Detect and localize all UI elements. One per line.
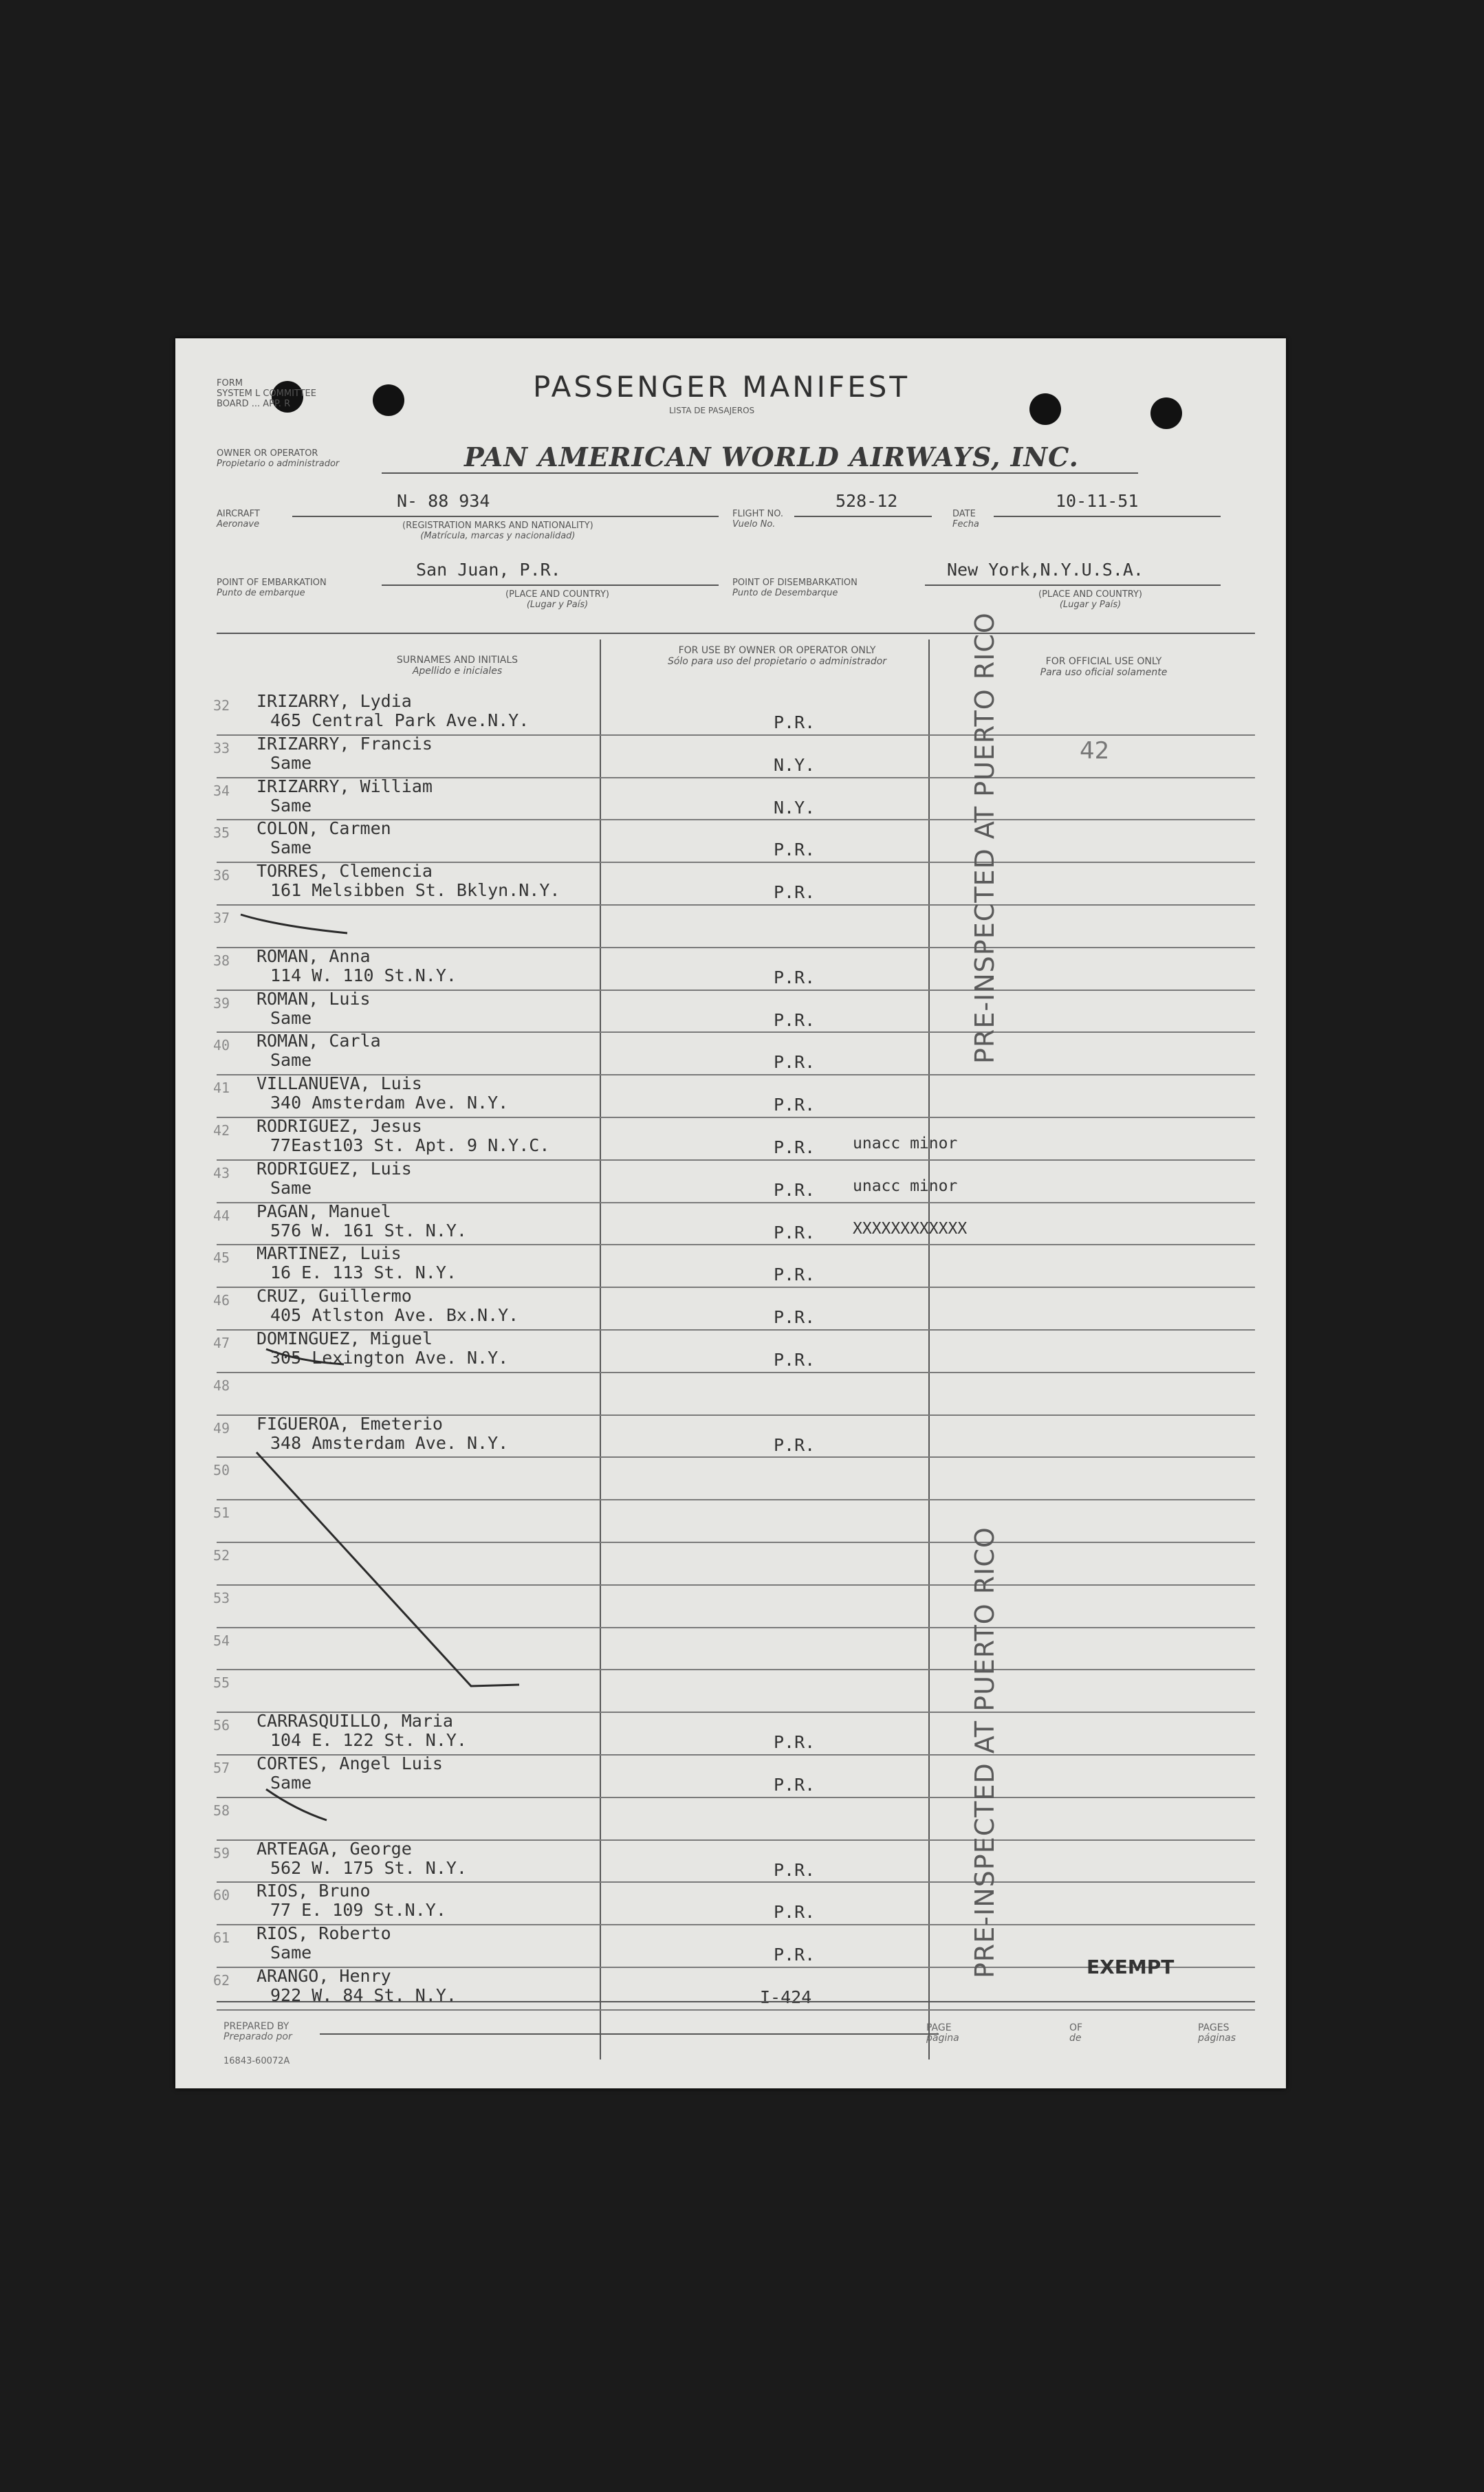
passenger-address: Same <box>270 1050 312 1071</box>
cancel-stroke <box>241 915 347 933</box>
row-number: 37 <box>213 910 230 926</box>
footer-rule <box>217 2001 1255 2002</box>
destination-code: P.R. <box>774 1307 816 1328</box>
date-label: DATE Fecha <box>952 509 979 529</box>
row-number: 33 <box>213 739 230 756</box>
col-header-owner: FOR USE BY OWNER OR OPERATOR ONLY Sólo para uso del propietario o administrador <box>667 645 887 667</box>
preinspected-stamp: PRE-INSPECTED AT PUERTO RICO <box>970 1527 1000 1978</box>
destination-code: P.R. <box>774 1137 816 1157</box>
passenger-name: CARRASQUILLO, Maria <box>257 1711 453 1731</box>
row-number: 47 <box>213 1335 230 1351</box>
passenger-address: 77 E. 109 St.N.Y. <box>270 1900 446 1921</box>
row-number: 60 <box>213 1887 230 1904</box>
passenger-address: 16 E. 113 St. N.Y. <box>270 1263 457 1283</box>
row-number: 46 <box>213 1292 230 1309</box>
embark-value: San Juan, P.R. <box>416 560 561 580</box>
passenger-name: IRIZARRY, Lydia <box>257 691 412 711</box>
passenger-name: IRIZARRY, Francis <box>257 733 433 754</box>
passenger-address: 161 Melsibben St. Bklyn.N.Y. <box>270 880 560 901</box>
passenger-name: CORTES, Angel Luis <box>257 1753 443 1773</box>
destination-code: P.R. <box>774 967 816 987</box>
passenger-name: COLON, Carmen <box>257 818 391 839</box>
passenger-address: Same <box>270 795 312 816</box>
row-number: 42 <box>213 1122 230 1139</box>
passenger-name: VILLANUEVA, Luis <box>257 1073 422 1094</box>
form-code: FORM <box>217 378 243 389</box>
row-number: 51 <box>213 1505 230 1522</box>
form-number: 16843-60072A <box>223 2056 290 2066</box>
row-number: 52 <box>213 1547 230 1564</box>
passenger-name: ARANGO, Henry <box>257 1966 391 1986</box>
row-number: 38 <box>213 952 230 969</box>
form-code: BOARD ... APP. R <box>217 399 291 409</box>
aircraft-value: N- 88 934 <box>397 491 490 511</box>
page-subtitle: LISTA DE PASAJEROS <box>669 406 755 415</box>
destination-code: P.R. <box>774 1179 816 1200</box>
row-number: 53 <box>213 1589 230 1606</box>
row-number: 49 <box>213 1419 230 1436</box>
aircraft-label: AIRCRAFT Aeronave <box>217 509 260 529</box>
passenger-name: RIOS, Roberto <box>257 1923 391 1944</box>
row-number: 40 <box>213 1037 230 1054</box>
destination-code: P.R. <box>774 1265 816 1285</box>
passenger-name: ROMAN, Carla <box>257 1031 381 1051</box>
passenger-name: RIOS, Bruno <box>257 1881 371 1901</box>
passenger-name: RODRIGUEZ, Luis <box>257 1158 412 1179</box>
row-number: 55 <box>213 1674 230 1692</box>
destination-code: N.Y. <box>774 754 816 775</box>
destination-code: P.R. <box>774 1775 816 1795</box>
of-label: OF de <box>1069 2022 1083 2044</box>
passenger-address: 77East103 St. Apt. 9 N.Y.C. <box>270 1135 550 1155</box>
destination-code: P.R. <box>774 1052 816 1073</box>
row-number: 59 <box>213 1844 230 1861</box>
operator-note: unacc minor <box>853 1135 958 1152</box>
row-number: 50 <box>213 1462 230 1479</box>
destination-code: I-424 <box>760 1987 812 2007</box>
destination-code: P.R. <box>774 1732 816 1753</box>
passenger-address: Same <box>270 1177 312 1198</box>
date-value: 10-11-51 <box>1056 491 1139 511</box>
operator-note: unacc minor <box>853 1177 958 1195</box>
prepared-by-label: PREPARED BY Preparado por <box>223 2021 292 2042</box>
owner-label: OWNER OR OPERATOR Propietario o administrador <box>217 448 340 469</box>
passenger-address: 305 Lexington Ave. N.Y. <box>270 1348 509 1368</box>
row-number: 56 <box>213 1717 230 1734</box>
official-note: 42 <box>1080 737 1110 765</box>
destination-code: P.R. <box>774 1095 816 1115</box>
passenger-address: 562 W. 175 St. N.Y. <box>270 1857 467 1878</box>
passenger-address: 104 E. 122 St. N.Y. <box>270 1730 467 1751</box>
aircraft-caption: (REGISTRATION MARKS AND NATIONALITY) (Matrícula, marcas y nacionalidad) <box>402 521 593 541</box>
col-header-names: SURNAMES AND INITIALS Apellido e iniciales <box>396 655 519 677</box>
row-number: 44 <box>213 1207 230 1224</box>
cancel-stroke <box>266 1349 344 1364</box>
passenger-address: Same <box>270 838 312 858</box>
destination-code: P.R. <box>774 712 816 732</box>
row-number: 39 <box>213 994 230 1012</box>
destination-code: P.R. <box>774 1009 816 1030</box>
cancel-stroke <box>257 1452 519 1686</box>
row-number: 36 <box>213 867 230 884</box>
carrier-name: PAN AMERICAN WORLD AIRWAYS, INC. <box>464 441 1079 472</box>
passenger-name: DOMINGUEZ, Miguel <box>257 1329 433 1348</box>
embark-caption: (PLACE AND COUNTRY) (Lugar y País) <box>505 589 610 610</box>
row-number: 45 <box>213 1249 230 1267</box>
row-number: 54 <box>213 1632 230 1649</box>
col-header-official: FOR OFFICIAL USE ONLY Para uso oficial solamente <box>1040 656 1168 678</box>
passenger-name: FIGUEROA, Emeterio <box>257 1413 443 1434</box>
row-number: 57 <box>213 1760 230 1776</box>
form-code: SYSTEM L COMMITTEE <box>217 389 316 399</box>
passenger-address: 340 Amsterdam Ave. N.Y. <box>270 1093 509 1113</box>
passenger-name: IRIZARRY, William <box>257 776 433 796</box>
passenger-address: 114 W. 110 St.N.Y. <box>270 965 457 985</box>
row-number: 62 <box>213 1972 230 1989</box>
destination-code: P.R. <box>774 1434 816 1455</box>
cancel-stroke <box>266 1789 327 1820</box>
passenger-name: RODRIGUEZ, Jesus <box>257 1116 422 1136</box>
cancel-marks <box>175 338 1286 2088</box>
flight-value: 528-12 <box>836 491 898 511</box>
destination-code: P.R. <box>774 882 816 903</box>
row-number: 34 <box>213 782 230 799</box>
passenger-address: Same <box>270 1007 312 1028</box>
destination-code: N.Y. <box>774 797 816 818</box>
prepared-underline <box>320 2033 939 2035</box>
passenger-name: ROMAN, Luis <box>257 988 371 1009</box>
passenger-address: 405 Atlston Ave. Bx.N.Y. <box>270 1305 519 1326</box>
pages-label: PAGES páginas <box>1198 2022 1236 2044</box>
passenger-name: CRUZ, Guillermo <box>257 1286 412 1307</box>
row-number: 61 <box>213 1930 230 1947</box>
passenger-name: ROMAN, Anna <box>257 946 371 966</box>
passenger-address: Same <box>270 1773 312 1793</box>
passenger-address: 348 Amsterdam Ave. N.Y. <box>270 1432 509 1453</box>
embark-label: POINT OF EMBARKATION Punto de embarque <box>217 578 327 598</box>
destination-code: P.R. <box>774 840 816 860</box>
row-number: 32 <box>213 697 230 714</box>
destination-code: P.R. <box>774 1902 816 1923</box>
row-number: 35 <box>213 824 230 842</box>
passenger-address: 576 W. 161 St. N.Y. <box>270 1220 467 1240</box>
row-number: 41 <box>213 1080 230 1097</box>
row-number: 48 <box>213 1377 230 1394</box>
manifest-sheet <box>175 338 1286 2088</box>
passenger-address: 922 W. 84 St. N.Y. <box>270 1985 457 2005</box>
preinspected-stamp: PRE-INSPECTED AT PUERTO RICO <box>970 612 1000 1064</box>
page-label: PAGE página <box>926 2022 959 2044</box>
disembark-caption: (PLACE AND COUNTRY) (Lugar y País) <box>1038 589 1143 610</box>
row-number: 58 <box>213 1802 230 1819</box>
exempt-stamp: EXEMPT <box>1087 1956 1175 1978</box>
page-title: PASSENGER MANIFEST <box>533 370 910 404</box>
operator-note: XXXXXXXXXXXX <box>853 1219 968 1238</box>
disembark-label: POINT OF DISEMBARKATION Punto de Desembarque <box>732 578 858 598</box>
destination-code: P.R. <box>774 1945 816 1965</box>
destination-code: P.R. <box>774 1859 816 1880</box>
passenger-name: MARTINEZ, Luis <box>257 1243 402 1264</box>
passenger-name: PAGAN, Manuel <box>257 1201 391 1221</box>
passenger-address: Same <box>270 1943 312 1963</box>
disembark-value: New York,N.Y.U.S.A. <box>947 560 1144 580</box>
passenger-name: ARTEAGA, George <box>257 1838 412 1859</box>
passenger-name: TORRES, Clemencia <box>257 861 433 882</box>
passenger-address: 465 Central Park Ave.N.Y. <box>270 710 530 730</box>
flight-label: FLIGHT NO. Vuelo No. <box>732 509 784 529</box>
destination-code: P.R. <box>774 1350 816 1370</box>
passenger-address: Same <box>270 752 312 773</box>
row-number: 43 <box>213 1164 230 1181</box>
destination-code: P.R. <box>774 1222 816 1243</box>
